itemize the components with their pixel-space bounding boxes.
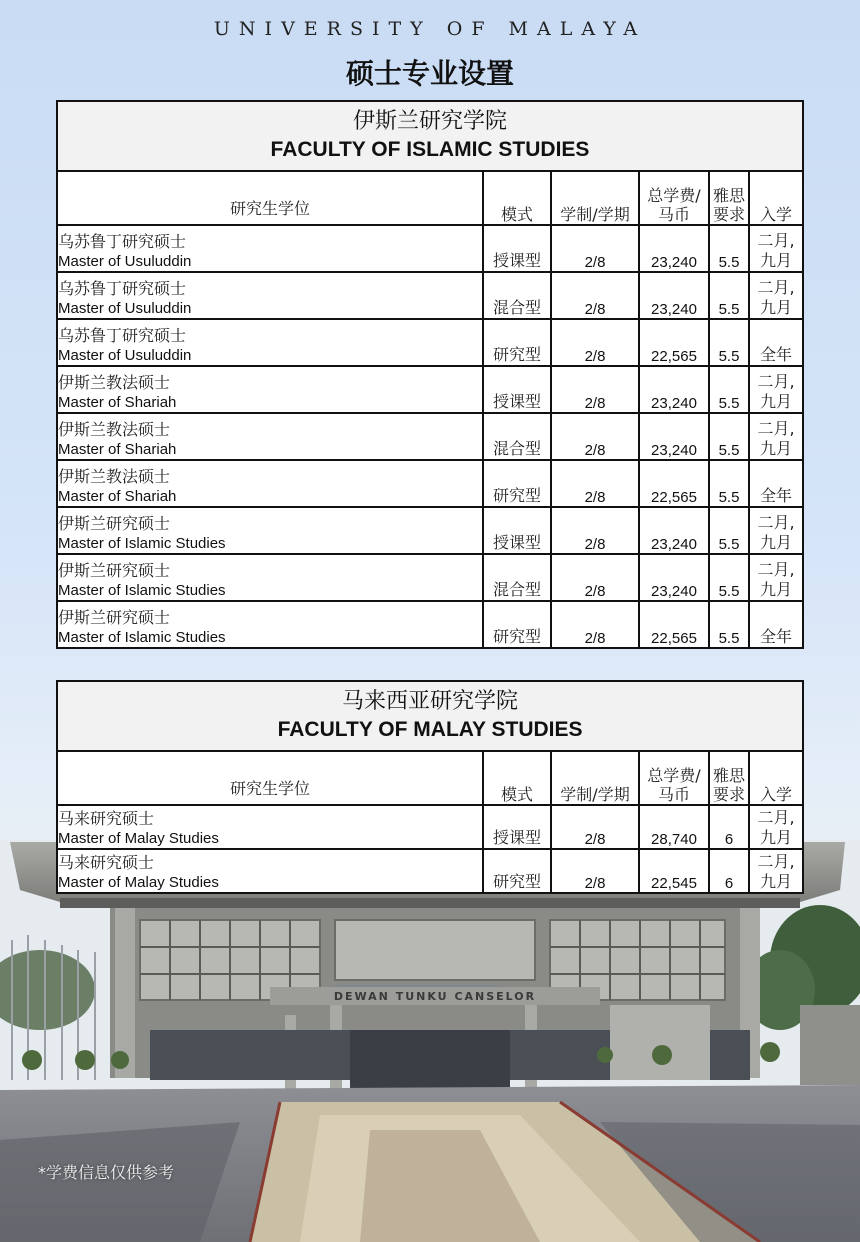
- program-ielts: 5.5: [709, 366, 749, 413]
- program-mode: 混合型: [483, 413, 551, 460]
- faculty-name-zh: 伊斯兰研究学院: [352, 109, 507, 134]
- program-name-en: Master of Islamic Studies: [58, 582, 226, 599]
- program-name-en: Master of Shariah: [58, 394, 177, 411]
- program-ielts: 5.5: [709, 460, 749, 507]
- program-name-cell: [57, 272, 483, 319]
- program-duration: 2/8: [551, 366, 639, 413]
- col-header-duration: 学制/学期: [551, 171, 639, 225]
- program-name-zh: 伊斯兰研究硕士: [58, 514, 171, 533]
- faculty-name-en: FACULTY OF MALAY STUDIES: [277, 718, 583, 741]
- program-intake: [749, 319, 803, 366]
- faculty-name-en: FACULTY OF ISLAMIC STUDIES: [270, 138, 590, 161]
- program-name-zh: 乌苏鲁丁研究硕士: [58, 232, 187, 251]
- program-intake-line1: 二月,: [757, 419, 795, 438]
- program-row: [57, 849, 803, 893]
- program-intake-line1: 二月,: [757, 560, 795, 579]
- program-row: [57, 460, 803, 507]
- program-row: [57, 413, 803, 460]
- program-duration: 2/8: [551, 554, 639, 601]
- program-row: [57, 319, 803, 366]
- program-name-cell: [57, 366, 483, 413]
- program-duration: 2/8: [551, 413, 639, 460]
- program-intake-line1: 二月,: [757, 231, 795, 250]
- program-name-en: Master of Usuluddin: [58, 253, 192, 270]
- program-name-zh: 伊斯兰研究硕士: [58, 561, 171, 580]
- program-name-cell: [57, 849, 483, 893]
- program-fee: 22,565: [639, 460, 709, 507]
- program-intake-line2: 九月: [759, 580, 792, 599]
- program-ielts: 5.5: [709, 225, 749, 272]
- col-header-degree: 研究生学位: [57, 171, 483, 225]
- program-name-en: Master of Shariah: [58, 488, 177, 505]
- program-name-en: Master of Shariah: [58, 441, 177, 458]
- program-intake-line2: 九月: [759, 298, 792, 317]
- program-mode: 授课型: [483, 805, 551, 849]
- university-brand: UNIVERSITY OF MALAYA: [213, 18, 647, 40]
- program-name-zh: 乌苏鲁丁研究硕士: [58, 279, 187, 298]
- program-ielts: 6: [709, 805, 749, 849]
- program-fee: 23,240: [639, 413, 709, 460]
- faculty-header: [57, 101, 803, 171]
- col-header-mode: 模式: [483, 171, 551, 225]
- program-row: [57, 366, 803, 413]
- program-rows: [57, 805, 803, 893]
- page-title: 硕士专业设置: [345, 57, 514, 90]
- program-fee: 23,240: [639, 366, 709, 413]
- program-duration: 2/8: [551, 507, 639, 554]
- program-intake-line1: 二月,: [757, 808, 795, 827]
- program-duration: 2/8: [551, 272, 639, 319]
- program-intake: [749, 849, 803, 893]
- program-intake: [749, 460, 803, 507]
- program-name-cell: [57, 805, 483, 849]
- program-intake-line1: 二月,: [757, 372, 795, 391]
- col-header-duration: 学制/学期: [551, 751, 639, 805]
- program-fee: 22,565: [639, 319, 709, 366]
- program-intake-line1: 二月,: [757, 278, 795, 297]
- program-duration: 2/8: [551, 849, 639, 893]
- program-intake: [749, 554, 803, 601]
- program-intake-line2: 九月: [759, 533, 792, 552]
- col-header-ielts: [709, 171, 749, 225]
- program-name-cell: [57, 601, 483, 648]
- program-intake: [749, 507, 803, 554]
- col-header-degree: 研究生学位: [57, 751, 483, 805]
- program-mode: 授课型: [483, 225, 551, 272]
- program-name-en: Master of Islamic Studies: [58, 535, 226, 552]
- program-name-zh: 伊斯兰研究硕士: [58, 608, 171, 627]
- program-intake-line1: 二月,: [757, 852, 795, 871]
- program-mode: 研究型: [483, 460, 551, 507]
- program-intake-line2: 九月: [759, 251, 792, 270]
- program-intake-line1: 全年: [759, 486, 792, 505]
- program-row: [57, 601, 803, 648]
- program-name-cell: [57, 319, 483, 366]
- program-row: [57, 225, 803, 272]
- program-duration: 2/8: [551, 805, 639, 849]
- program-ielts: 5.5: [709, 272, 749, 319]
- col-header-mode: 模式: [483, 751, 551, 805]
- program-row: [57, 272, 803, 319]
- program-duration: 2/8: [551, 460, 639, 507]
- program-mode: 授课型: [483, 507, 551, 554]
- col-header-ielts-line2: 要求: [712, 785, 745, 804]
- col-header-ielts-line2: 要求: [712, 205, 745, 224]
- program-name-cell: [57, 225, 483, 272]
- col-header-intake: 入学: [749, 171, 803, 225]
- program-name-cell: [57, 413, 483, 460]
- program-duration: 2/8: [551, 601, 639, 648]
- program-name-zh: 伊斯兰教法硕士: [58, 420, 171, 439]
- program-duration: 2/8: [551, 319, 639, 366]
- col-header-intake: 入学: [749, 751, 803, 805]
- program-intake-line2: 九月: [760, 828, 793, 847]
- program-fee: 23,240: [639, 507, 709, 554]
- program-intake-line1: 全年: [759, 627, 792, 646]
- faculty-table-islamic-studies: [56, 100, 804, 649]
- program-ielts: 5.5: [709, 601, 749, 648]
- program-name-zh: 伊斯兰教法硕士: [58, 467, 171, 486]
- program-intake-line2: 九月: [759, 392, 792, 411]
- col-header-fee-line2: 马币: [657, 785, 690, 804]
- program-name-zh: 伊斯兰教法硕士: [58, 373, 171, 392]
- program-name-en: Master of Usuluddin: [58, 300, 192, 317]
- program-row: [57, 507, 803, 554]
- program-mode: 研究型: [483, 601, 551, 648]
- program-mode: 研究型: [483, 849, 551, 893]
- program-intake-line1: 全年: [759, 345, 792, 364]
- program-ielts: 5.5: [709, 554, 749, 601]
- program-fee: 23,240: [639, 272, 709, 319]
- program-name-en: Master of Malay Studies: [58, 830, 219, 847]
- program-name-cell: [57, 554, 483, 601]
- program-name-cell: [57, 460, 483, 507]
- program-row: [57, 554, 803, 601]
- program-intake-line2: 九月: [759, 439, 792, 458]
- fee-disclaimer: *学费信息仅供参考: [38, 1163, 175, 1182]
- faculty-header: [57, 681, 803, 751]
- program-intake: [749, 366, 803, 413]
- program-fee: 22,545: [639, 849, 709, 893]
- program-name-zh: 马来研究硕士: [58, 853, 155, 872]
- program-duration: 2/8: [551, 225, 639, 272]
- program-fee: 22,565: [639, 601, 709, 648]
- program-fee: 28,740: [639, 805, 709, 849]
- program-name-zh: 马来研究硕士: [58, 809, 155, 828]
- faculty-name-zh: 马来西亚研究学院: [342, 689, 519, 714]
- col-header-fee: [639, 171, 709, 225]
- program-intake: [749, 272, 803, 319]
- faculty-table-malay-studies: [56, 680, 804, 894]
- program-mode: 授课型: [483, 366, 551, 413]
- program-ielts: 5.5: [709, 413, 749, 460]
- program-name-cell: [57, 507, 483, 554]
- col-header-fee-line1: 总学费/: [647, 186, 701, 205]
- col-header-fee: [639, 751, 709, 805]
- program-intake: [749, 805, 803, 849]
- program-mode: 混合型: [483, 272, 551, 319]
- program-ielts: 5.5: [709, 319, 749, 366]
- program-intake: [749, 601, 803, 648]
- col-header-ielts: [709, 751, 749, 805]
- program-fee: 23,240: [639, 225, 709, 272]
- col-header-ielts-line1: 雅思: [712, 186, 745, 205]
- program-ielts: 5.5: [709, 507, 749, 554]
- program-mode: 研究型: [483, 319, 551, 366]
- program-ielts: 6: [709, 849, 749, 893]
- program-fee: 23,240: [639, 554, 709, 601]
- program-rows: [57, 225, 803, 648]
- program-intake: [749, 225, 803, 272]
- program-name-en: Master of Usuluddin: [58, 347, 192, 364]
- building-sign: DEWAN TUNKU CANSELOR: [333, 990, 537, 1003]
- col-header-ielts-line1: 雅思: [712, 766, 745, 785]
- program-name-en: Master of Malay Studies: [58, 874, 219, 891]
- col-header-fee-line1: 总学费/: [647, 766, 701, 785]
- col-header-fee-line2: 马币: [657, 205, 690, 224]
- program-mode: 混合型: [483, 554, 551, 601]
- program-intake-line1: 二月,: [757, 513, 795, 532]
- program-intake: [749, 413, 803, 460]
- program-intake-line2: 九月: [760, 872, 793, 891]
- program-row: [57, 805, 803, 849]
- program-name-en: Master of Islamic Studies: [58, 629, 226, 646]
- program-name-zh: 乌苏鲁丁研究硕士: [58, 326, 187, 345]
